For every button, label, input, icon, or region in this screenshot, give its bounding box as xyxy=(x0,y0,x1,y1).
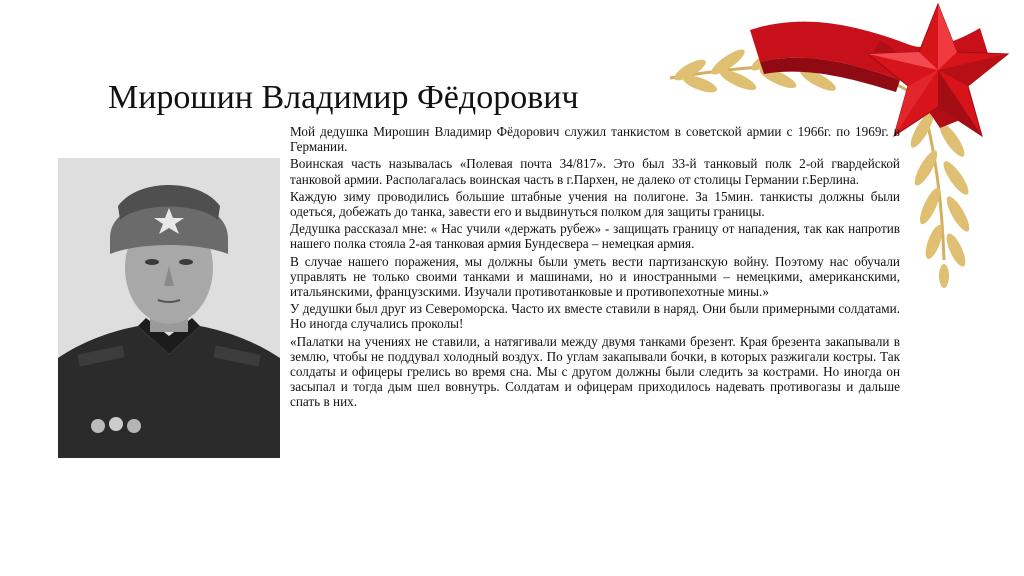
paragraph-tents: «Палатки на учениях не ставили, а натягивали между двумя танками брезент. Края брезента закапывали в землю, чтобы не поддувал холодный воздух. По углам закапывали бочки, в которых разжигали костры. Так солдаты и офицеры грелись во время сна. Мы с другом должны были следить за кострами. Но иногда он засыпал и тогда дым шел вовнутрь. Солдатам и офицерам приходилось надевать противогазы и дальше спать в них. xyxy=(290,333,900,410)
paragraph-unit: Воинская часть называлась «Полевая почта 34/817». Это был 33-й танковый полк 2-ой гвардейской танковой армии. Располагалась воинская часть в г.Пархен, не далеко от столицы Германии г.Берлина. xyxy=(290,156,900,187)
paragraph-quote-border: Дедушка рассказал мне: « Нас учили «держать рубеж» - защищать границу от нападения, так как напротив нашего полка стояла 2-ая танковая армия Бундесвера – немецкая армия. xyxy=(290,221,900,252)
paragraph-service: Мой дедушка Мирошин Владимир Фёдорович служил танкистом в советской армии с 1966г. по 1969г. в Германии. xyxy=(290,124,900,155)
paragraph-friend: У дедушки был друг из Североморска. Часто их вместе ставили в наряд. Они были примерными солдатами. Но иногда случались проколы! xyxy=(290,301,900,332)
portrait-photo xyxy=(58,158,280,458)
paragraph-quote-partisan: В случае нашего поражения, мы должны были уметь вести партизанскую войну. Поэтому нас обучали управлять не только своими танками и машинами, но и иностранными – немецкими, американскими, итальянскими, французскими. Изучали противотанковые и противопехотные мины.» xyxy=(290,253,900,300)
page-title: Мирошин Владимир Фёдорович xyxy=(108,79,579,116)
paragraph-exercises: Каждую зиму проводились большие штабные учения на полигоне. За 15мин. танкисты должны были одеться, добежать до танка, завести его и выдвинуться полком для защиты границы. xyxy=(290,188,900,220)
biography-text xyxy=(290,124,900,412)
